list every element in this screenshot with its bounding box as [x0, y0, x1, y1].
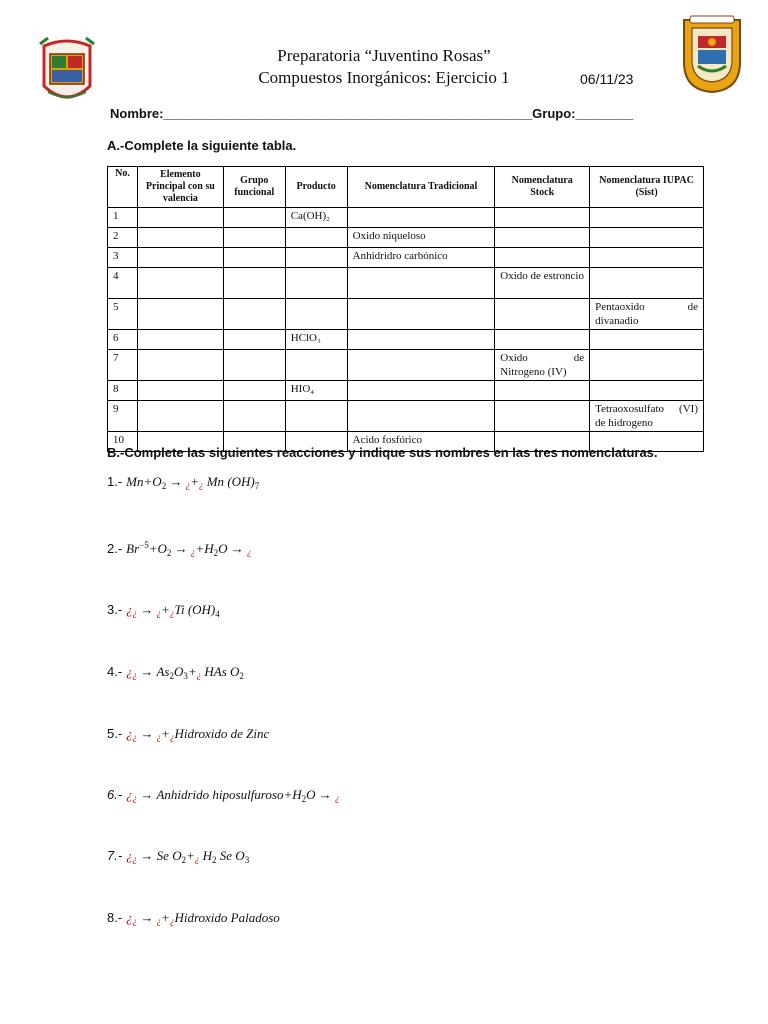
- arrow: →: [140, 910, 154, 925]
- reaction-number: 6.-: [107, 787, 123, 802]
- blank-placeholder: ¿: [126, 787, 133, 802]
- table-cell-elem: [137, 208, 223, 228]
- table-cell-producto: Ca(OH)₂: [285, 208, 347, 228]
- plus: +: [161, 910, 170, 925]
- arrow: →: [169, 474, 183, 489]
- reaction-3: [107, 602, 220, 619]
- table-row: [108, 248, 704, 268]
- reaction-number: 4.-: [107, 664, 123, 679]
- product-name: Anhidrido hiposulfuroso: [156, 787, 284, 802]
- table-cell-no: 3: [108, 248, 138, 268]
- header-cell: Grupo funcional: [223, 167, 285, 208]
- table-cell-elem: [137, 330, 223, 350]
- page-title: Preparatoria “Juventino Rosas”: [277, 46, 491, 65]
- product-name: Hidroxido de Zinc: [174, 726, 270, 741]
- reaction-number: 8.-: [107, 910, 123, 925]
- product: HAs O: [204, 664, 240, 679]
- blank-placeholder: ¿: [246, 547, 252, 557]
- table-cell-producto: [285, 299, 347, 330]
- header-cell: Nomenclatura Tradicional: [347, 167, 495, 208]
- product: O: [173, 664, 184, 679]
- table-row: [108, 299, 704, 330]
- table-cell-trad: [347, 401, 495, 432]
- blank-placeholder: ¿: [126, 910, 133, 925]
- plus: +: [161, 726, 170, 741]
- blank-placeholder: ¿: [198, 480, 204, 490]
- arrow: →: [140, 664, 154, 679]
- table-cell-producto: [285, 248, 347, 268]
- table-cell-no: 2: [108, 228, 138, 248]
- arrow: →: [140, 726, 154, 741]
- reaction-number: 3.-: [107, 602, 123, 617]
- reaction-6: [107, 787, 340, 804]
- table-cell-trad: Acido fosfórico: [347, 432, 495, 452]
- blank-placeholder: ¿: [132, 670, 138, 680]
- plus: +H: [195, 541, 214, 556]
- product: H: [202, 848, 213, 863]
- reaction-number: 7.-: [107, 848, 123, 863]
- reaction-7: [107, 848, 249, 865]
- plus: +: [190, 474, 199, 489]
- reaction-1: [107, 474, 259, 491]
- reaction-8: [107, 910, 280, 926]
- reaction-4: [107, 664, 244, 681]
- table-cell-elem: [137, 268, 223, 299]
- table-cell-no: 10: [108, 432, 138, 452]
- section-a-title: A.-Complete la siguiente tabla.: [107, 138, 297, 153]
- subscript: 2: [212, 855, 217, 865]
- subscript: 2: [239, 671, 244, 681]
- table-cell-elem: [137, 248, 223, 268]
- table-cell-no: 4: [108, 268, 138, 299]
- table-cell-elem: [137, 299, 223, 330]
- table-cell-stock: [495, 401, 590, 432]
- table-cell-stock: [495, 208, 590, 228]
- nomenclature-table: [107, 166, 704, 452]
- table-cell-no: 8: [108, 381, 138, 401]
- blank-placeholder: ¿: [194, 854, 200, 864]
- table-row: [108, 228, 704, 248]
- header-cell: Elemento Principal con su valencia: [137, 167, 223, 208]
- product: O: [306, 787, 316, 802]
- page-subtitle: Compuestos Inorgánicos: Ejercicio 1: [258, 68, 510, 87]
- header-cell: Nomenclatura Stock: [495, 167, 590, 208]
- subscript: 2: [166, 548, 172, 558]
- blank-placeholder: ¿: [156, 608, 162, 618]
- plus: +: [187, 664, 197, 679]
- arrow: →: [230, 541, 244, 556]
- table-cell-no: 7: [108, 350, 138, 381]
- reactant: +O: [143, 474, 162, 489]
- arrow: →: [140, 848, 154, 863]
- subscript: 7: [254, 481, 260, 491]
- table-cell-iupac: [590, 248, 704, 268]
- table-cell-trad: [347, 350, 495, 381]
- product: (OH): [227, 474, 255, 489]
- table-cell-producto: [285, 401, 347, 432]
- subscript: 2: [213, 548, 219, 558]
- table-row: [108, 350, 704, 381]
- table-row: [108, 381, 704, 401]
- subscript: 4: [215, 609, 220, 619]
- subscript: 2: [161, 481, 167, 491]
- subscript: 3: [244, 855, 250, 865]
- blank-placeholder: ¿: [132, 916, 138, 926]
- table-cell-trad: Anhidridro carbónico: [347, 248, 495, 268]
- product: (OH): [187, 602, 216, 617]
- blank-placeholder: ¿: [190, 547, 196, 557]
- table-cell-no: 6: [108, 330, 138, 350]
- table-cell-trad: [347, 381, 495, 401]
- table-cell-stock: [495, 248, 590, 268]
- table-cell-producto: [285, 268, 347, 299]
- product: Mn: [206, 474, 225, 489]
- table-cell-grupo: [223, 208, 285, 228]
- table-row: [108, 401, 704, 432]
- header-cell: Nomenclatura IUPAC (Sist): [590, 167, 704, 208]
- product-name: Hidroxido Paladoso: [174, 910, 280, 925]
- reactant: Mn: [126, 474, 144, 489]
- header-cell: Producto: [285, 167, 347, 208]
- arrow: →: [140, 602, 154, 617]
- table-cell-stock: [495, 299, 590, 330]
- header-cell: No.: [108, 167, 138, 208]
- table-cell-iupac: [590, 330, 704, 350]
- subscript: 2: [181, 855, 187, 865]
- table-cell-elem: [137, 381, 223, 401]
- blank-placeholder: ¿: [196, 670, 202, 680]
- table-cell-trad: [347, 268, 495, 299]
- table-cell-producto: HIO₄: [285, 381, 347, 401]
- table-row: [108, 330, 704, 350]
- product: Se O: [219, 848, 245, 863]
- table-cell-producto: [285, 350, 347, 381]
- table-cell-iupac: [590, 268, 704, 299]
- plus: +H: [283, 787, 302, 802]
- table-cell-stock: [495, 228, 590, 248]
- table-cell-no: 1: [108, 208, 138, 228]
- table-cell-trad: [347, 330, 495, 350]
- table-cell-trad: [347, 299, 495, 330]
- table-cell-grupo: [223, 268, 285, 299]
- table-cell-grupo: [223, 248, 285, 268]
- table-cell-iupac: Pentaoxido de divanadio: [590, 299, 704, 330]
- table-cell-producto: HClO₃: [285, 330, 347, 350]
- table-cell-iupac: [590, 228, 704, 248]
- blank-placeholder: ¿: [169, 732, 175, 742]
- blank-placeholder: ¿: [126, 726, 133, 741]
- product: Ti: [174, 602, 185, 617]
- table-cell-stock: Oxido de estroncio: [495, 268, 590, 299]
- table-cell-iupac: [590, 350, 704, 381]
- blank-placeholder: ¿: [169, 608, 175, 618]
- blank-placeholder: ¿: [132, 732, 138, 742]
- table-cell-stock: [495, 381, 590, 401]
- reactant: O: [218, 541, 228, 556]
- table-cell-stock: [495, 330, 590, 350]
- table-cell-elem: [137, 401, 223, 432]
- plus: +: [161, 602, 170, 617]
- subscript: 2: [169, 671, 174, 681]
- date-label: 06/11/23: [580, 71, 634, 87]
- table-cell-grupo: [223, 381, 285, 401]
- table-cell-grupo: [223, 401, 285, 432]
- reactant: +O: [148, 541, 167, 556]
- blank-placeholder: ¿: [156, 916, 162, 926]
- table-cell-stock: Oxido de Nitrogeno (IV): [495, 350, 590, 381]
- reactant: Br: [126, 541, 140, 556]
- table-cell-elem: [137, 350, 223, 381]
- name-group-line: Nombre:___________________________________________________Grupo:________: [110, 106, 634, 121]
- blank-placeholder: ¿: [185, 480, 191, 490]
- subscript: 3: [183, 671, 188, 681]
- blank-placeholder: ¿: [132, 854, 138, 864]
- table-cell-elem: [137, 228, 223, 248]
- table-cell-grupo: [223, 350, 285, 381]
- blank-placeholder: ¿: [132, 608, 138, 618]
- reaction-5: [107, 726, 269, 742]
- product: Se O: [156, 848, 182, 863]
- arrow: →: [140, 787, 154, 802]
- reaction-number: 2.-: [107, 541, 123, 556]
- blank-placeholder: ¿: [132, 793, 138, 803]
- table-cell-trad: [347, 208, 495, 228]
- reaction-number: 1.-: [107, 474, 123, 489]
- table-cell-iupac: [590, 208, 704, 228]
- blank-placeholder: ¿: [169, 916, 175, 926]
- table-cell-no: 9: [108, 401, 138, 432]
- table-cell-grupo: [223, 299, 285, 330]
- blank-placeholder: ¿: [126, 848, 133, 863]
- table-cell-trad: Oxido niqueloso: [347, 228, 495, 248]
- arrow: →: [318, 787, 332, 802]
- table-cell-grupo: [223, 330, 285, 350]
- table-cell-no: 5: [108, 299, 138, 330]
- blank-placeholder: ¿: [335, 793, 340, 803]
- superscript: −5: [139, 540, 149, 550]
- blank-placeholder: ¿: [126, 664, 133, 679]
- table-cell-grupo: [223, 228, 285, 248]
- product: As: [156, 664, 170, 679]
- table-cell-iupac: [590, 381, 704, 401]
- reaction-2: [107, 540, 251, 558]
- plus: +: [186, 848, 195, 863]
- blank-placeholder: ¿: [126, 602, 133, 617]
- arrow: →: [174, 541, 188, 556]
- table-header-row: [108, 167, 704, 208]
- reaction-number: 5.-: [107, 726, 123, 741]
- table-cell-producto: [285, 228, 347, 248]
- section-b-title: B.-Complete las siguientes reacciones y indique sus nombres en las tres nomenclaturas.: [107, 445, 658, 460]
- table-cell-iupac: Tetraoxosulfato (VI) de hidrogeno: [590, 401, 704, 432]
- table-row: [108, 208, 704, 228]
- table-row: [108, 268, 704, 299]
- blank-placeholder: ¿: [156, 732, 162, 742]
- subscript: 2: [301, 794, 307, 804]
